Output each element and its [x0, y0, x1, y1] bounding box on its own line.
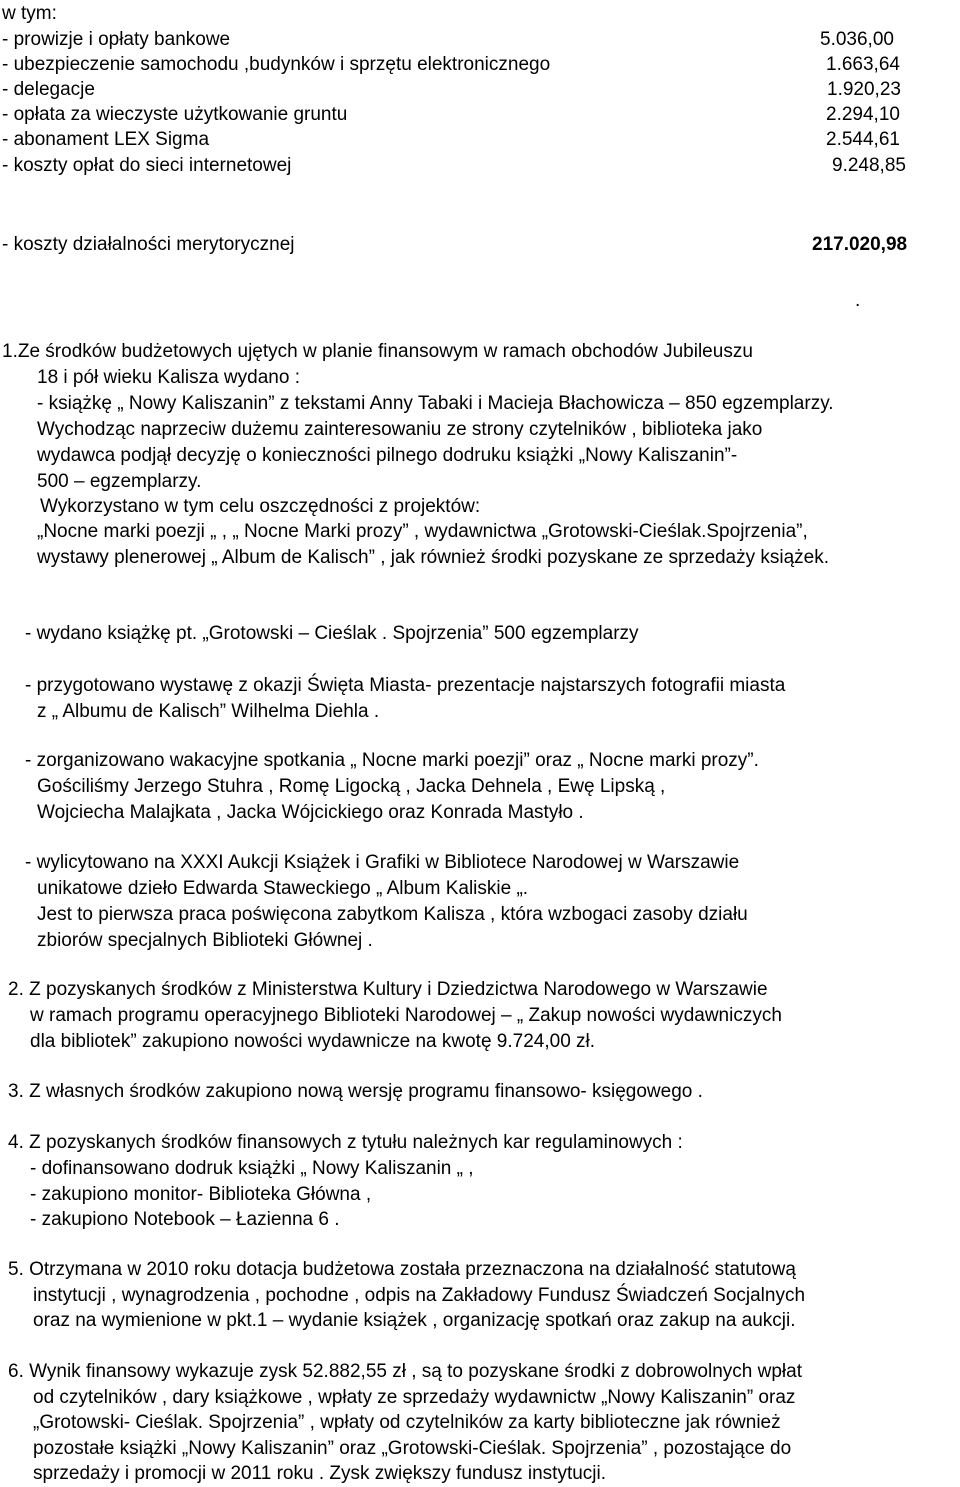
cost-item-label: - opłata za wieczyste użytkowanie gruntu: [2, 104, 348, 125]
section-4-line: - dofinansowano dodruk książki „ Nowy Kaliszanin „ ,: [30, 1158, 474, 1179]
section-2-line: dla bibliotek” zakupiono nowości wydawnicze na kwotę 9.724,00 zł.: [30, 1031, 596, 1052]
section-1-bullet: - wylicytowano na XXXI Aukcji Książek i Grafiki w Bibliotece Narodowej w Warszawie: [25, 852, 740, 873]
section-1-bullet: Gościliśmy Jerzego Stuhra , Romę Ligocką , Jacka Dehnela , Ewę Lipską ,: [37, 776, 666, 797]
cost-item-label: - prowizje i opłaty bankowe: [2, 29, 231, 50]
section-6-line: pozostałe książki „Nowy Kaliszanin” oraz „Grotowski-Cieślak. Spojrzenia” , pozostające do: [33, 1438, 792, 1459]
section-5-line: instytucji , wynagrodzenia , pochodne , odpis na Zakładowy Fundusz Świadczeń Socjalnych: [33, 1285, 806, 1306]
cost-item-label: - ubezpieczenie samochodu ,budynków i sprzętu elektronicznego: [2, 54, 551, 75]
cost-item-amount: 1.663,64: [826, 54, 900, 75]
section-1-line: - książkę „ Nowy Kaliszanin” z tekstami Anny Tabaki i Macieja Błachowicza – 850 egzemplarzy.: [37, 393, 834, 414]
section-1-line: wydawca podjął decyzję o konieczności pilnego dodruku książki „Nowy Kaliszanin”-: [37, 445, 738, 466]
section-1-bullet: z „ Albumu de Kalisch” Wilhelma Diehla .: [37, 701, 380, 722]
section-1-line: „Nocne marki poezji „ , „ Nocne Marki prozy” , wydawnictwa „Grotowski-Cieślak.Spojrzenia”,: [37, 521, 808, 542]
stray-dot: .: [855, 290, 861, 311]
merit-costs-label: - koszty działalności merytorycznej: [2, 234, 295, 255]
cost-item-amount: 9.248,85: [832, 155, 906, 176]
cost-item-label: - delegacje: [2, 79, 95, 100]
cost-item-label: - abonament LEX Sigma: [2, 129, 210, 150]
section-6-line: 6. Wynik finansowy wykazuje zysk 52.882,55 zł , są to pozyskane środki z dobrowolnych wpłat: [8, 1361, 802, 1382]
cost-item-amount: 1.920,23: [827, 79, 901, 100]
cost-item-amount: 5.036,00: [820, 29, 894, 50]
section-2-line: w ramach programu operacyjnego Biblioteki Narodowej – „ Zakup nowości wydawniczych: [30, 1005, 782, 1026]
section-1-line: 1.Ze środków budżetowych ujętych w planie finansowym w ramach obchodów Jubileuszu: [2, 341, 753, 362]
section-1-line: 18 i pół wieku Kalisza wydano :: [37, 367, 300, 388]
section-4-line: - zakupiono Notebook – Łazienna 6 .: [30, 1209, 340, 1230]
section-3-line: 3. Z własnych środków zakupiono nową wersję programu finansowo- księgowego .: [8, 1081, 703, 1102]
section-1-bullet: unikatowe dzieło Edwarda Staweckiego „ Album Kaliskie „.: [37, 878, 529, 899]
section-1-bullet: - przygotowano wystawę z okazji Święta Miasta- prezentacje najstarszych fotografii miasta: [25, 675, 786, 696]
merit-costs-amount: 217.020,98: [812, 234, 908, 255]
section-1-bullet: zbiorów specjalnych Biblioteki Głównej .: [37, 930, 373, 951]
cost-item-amount: 2.544,61: [826, 129, 900, 150]
section-2-line: 2. Z pozyskanych środków z Ministerstwa Kultury i Dziedzictwa Narodowego w Warszawie: [8, 979, 768, 1000]
section-6-line: „Grotowski- Cieślak. Spojrzenia” , wpłaty od czytelników za karty biblioteczne jak również: [33, 1412, 781, 1433]
section-1-bullet: - wydano książkę pt. „Grotowski – Cieślak . Spojrzenia” 500 egzemplarzy: [25, 623, 639, 644]
section-6-line: sprzedaży i promocji w 2011 roku . Zysk zwiększy fundusz instytucji.: [33, 1463, 607, 1484]
section-1-line: wystawy plenerowej „ Album de Kalisch” , jak również środki pozyskane ze sprzedaży książek.: [37, 547, 829, 568]
section-1-line: Wykorzystano w tym celu oszczędności z projektów:: [40, 496, 481, 517]
section-1-bullet: Wojciecha Malajkata , Jacka Wójcickiego oraz Konrada Mastyło .: [37, 802, 584, 823]
section-1-bullet: - zorganizowano wakacyjne spotkania „ Nocne marki poezji” oraz „ Nocne marki prozy”.: [25, 750, 759, 771]
section-5-line: oraz na wymienione w pkt.1 – wydanie książek , organizację spotkań oraz zakup na aukcji.: [33, 1310, 796, 1331]
section-6-line: od czytelników , dary książkowe , wpłaty ze sprzedaży wydawnictw „Nowy Kaliszanin” oraz: [33, 1387, 796, 1408]
section-1-line: Wychodząc naprzeciw dużemu zainteresowaniu ze strony czytelników , biblioteka jako: [37, 419, 763, 440]
costs-header: w tym:: [2, 3, 57, 24]
section-1-bullet: Jest to pierwsza praca poświęcona zabytkom Kalisza , która wzbogaci zasoby działu: [37, 904, 748, 925]
section-5-line: 5. Otrzymana w 2010 roku dotacja budżetowa została przeznaczona na działalność statutową: [8, 1259, 796, 1280]
cost-item-label: - koszty opłat do sieci internetowej: [2, 155, 292, 176]
section-1-line: 500 – egzemplarzy.: [37, 471, 202, 492]
section-4-line: 4. Z pozyskanych środków finansowych z tytułu należnych kar regulaminowych :: [8, 1132, 683, 1153]
cost-item-amount: 2.294,10: [826, 104, 900, 125]
section-4-line: - zakupiono monitor- Biblioteka Główna ,: [30, 1184, 372, 1205]
